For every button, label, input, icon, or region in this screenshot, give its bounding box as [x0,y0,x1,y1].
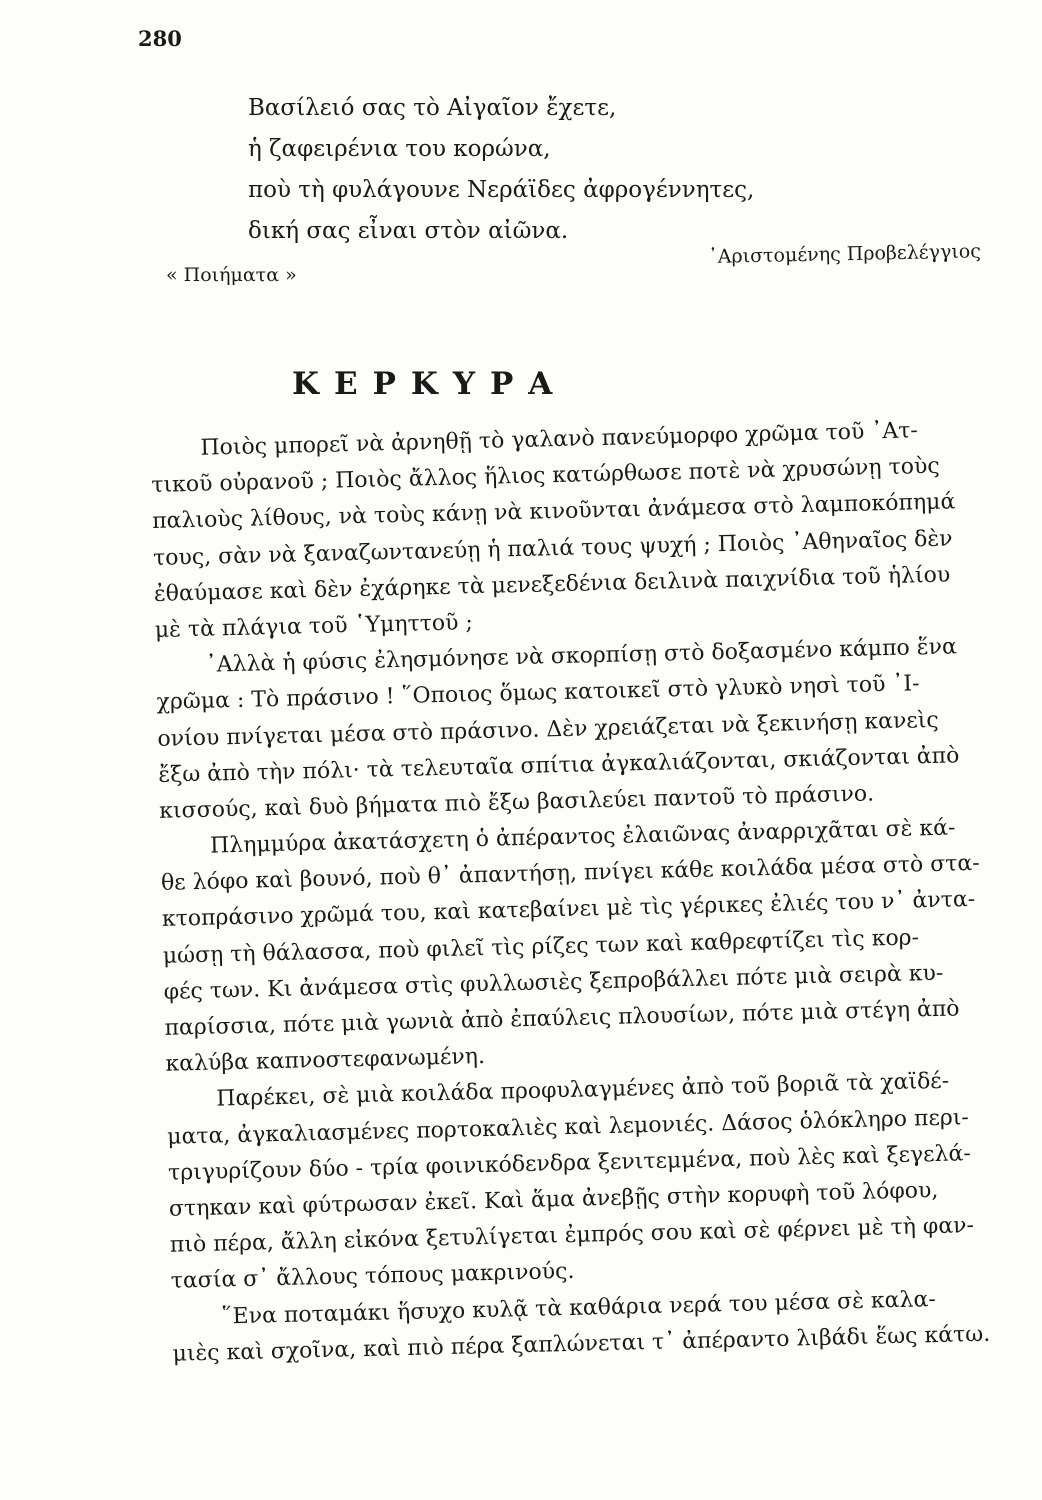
text-line: πιὸ πέρα, ἄλλη εἰκόνα ξετυλίγεται ἐμπρός σου καὶ σὲ φέρνει μὲ τὴ φαν- [169,1213,975,1258]
text-line: ᾿Αλλὰ ἡ φύσις ἐλησμόνησε νὰ σκορπίσῃ στὸ δοξασμένο κάμπο ἕνα [205,634,958,678]
page-number: 280 [138,26,182,51]
text-line: τριγυρίζουν δύο - τρία φοινικόδενδρα ξενιτεμμένα, ποὺ λὲς καὶ ξεγελά- [167,1140,972,1186]
poem-line: δική σας εἶναι στὸν αἰῶνα. [248,218,569,244]
body-text [150,411,1042,1373]
poem-source: « Ποιήματα » [166,264,297,286]
text-line: κτοπράσινο χρῶμά του, καὶ κατεβαίνει μὲ τὶς γέρικες ἐλιές του ν᾿ ἀντα- [161,887,976,933]
epigraph-poem [248,88,754,252]
poem-line: Βασίλειό σας τὸ Αἰγαῖον ἔχετε, [248,95,617,121]
text-line: ῞Ενα ποταμάκι ἥσυχο κυλᾷ τὰ καθάρια νερά του μέσα σὲ καλα- [221,1286,937,1330]
text-line: ματα, ἀγκαλιασμένες πορτοκαλιὲς καὶ λεμονιές. Δάσος ὁλόκληρο περι- [166,1104,970,1150]
text-line: ἔξω ἀπὸ τὴν πόλι· τὰ τελευταῖα σπίτια ἀγκαλιάζονται, σκιάζονται ἀπὸ [158,743,960,788]
text-line: Ποιὸς μπορεῖ νὰ ἀρνηθῇ τὸ γαλανὸ πανεύμορφο χρῶμα τοῦ ᾿Ατ- [200,418,919,461]
text-line: παλιοὺς λίθους, νὰ τοὺς κάνῃ νὰ κινοῦνται ἀνάμεσα στὸ λαμποκόπημά [151,489,956,535]
poem-line: ἡ ζαφειρένια του κορώνα, [248,136,551,162]
poem-line: ποὺ τὴ φυλάγουνε Νεράϊδες ἀφρογέννητες, [248,177,755,203]
text-line: τικοῦ οὐρανοῦ ; Ποιὸς ἄλλος ἥλιος κατώρθωσε ποτὲ νὰ χρυσώνῃ τοὺς [151,453,940,499]
text-line: τους, σὰν νὰ ξαναζωντανεύῃ ἡ παλιά τους ψυχή ; Ποιὸς ᾿Αθηναῖος δὲν [152,525,953,571]
text-line: φές των. Κι ἀνάμεσα στὶς φυλλωσιὲς ξεπροβάλλει πότε μιὰ σειρὰ κυ- [163,960,944,1005]
text-line: ονίου πνίγεται μέσα στὸ πράσινο. Δὲν χρειάζεται νὰ ξεκινήσῃ κανεὶς [157,707,939,752]
text-line: παρίσσια, πότε μιὰ γωνιὰ ἀπὸ ἐπαύλεις πλουσίων, πότε μιὰ στέγη ἀπὸ [164,996,960,1041]
text-line: καλύβα καπνοστεφανωμένη. [165,1044,486,1077]
text-line: στηκαν καὶ φύτρωσαν ἐκεῖ. Καὶ ἅμα ἀνεβῇς στὴν κορυφὴ τοῦ λόφου, [168,1177,939,1222]
text-line: κισσούς, καὶ δυὸ βήματα πιὸ ἔξω βασιλεύει παντοῦ τὸ πράσινο. [158,781,875,824]
text-line: Πλημμύρα ἀκατάσχετη ὁ ἀπέραντος ἐλαιῶνας ἀναρριχᾶται σὲ κά- [209,815,956,859]
chapter-title: ΚΕΡΚΥΡΑ [292,366,568,402]
text-line: ἐθαύμασε καὶ δὲν ἐχάρηκε τὰ μενεξεδένια δειλινὰ παιχνίδια τοῦ ἡλίου [153,562,951,607]
poem-author: ᾿Αριστομένης Προβελέγγιος [708,240,982,268]
text-line: μώσῃ τὴ θάλασσα, ποὺ φιλεῖ τὶς ρίζες των καὶ καθρεφτίζει τὶς κορ- [162,924,920,969]
text-line: χρῶμα : Τὸ πράσινο ! ῞Οποιος ὅμως κατοικεῖ στὸ γλυκὸ νησὶ τοῦ ᾿Ι- [156,671,920,716]
text-line: μιὲς καὶ σχοῖνα, καὶ πιὸ πέρα ξαπλώνεται τ᾿ ἀπέραντο λιβάδι ἕως κάτω. [172,1321,991,1367]
text-line: θε λόφο καὶ βουνό, ποὺ θ᾿ ἀπαντήσῃ, πνίγει κάθε κοιλάδα μέσα στὸ στα- [160,851,980,897]
text-line: Παρέκει, σὲ μιὰ κοιλάδα προφυλαγμένες ἀπὸ τοῦ βοριᾶ τὰ χαϊδέ- [216,1069,950,1112]
text-line: μὲ τὰ πλάγια τοῦ ῾Υμηττοῦ ; [154,610,474,643]
text-line: τασία σ᾿ ἄλλους τόπους μακρινούς. [170,1259,575,1295]
